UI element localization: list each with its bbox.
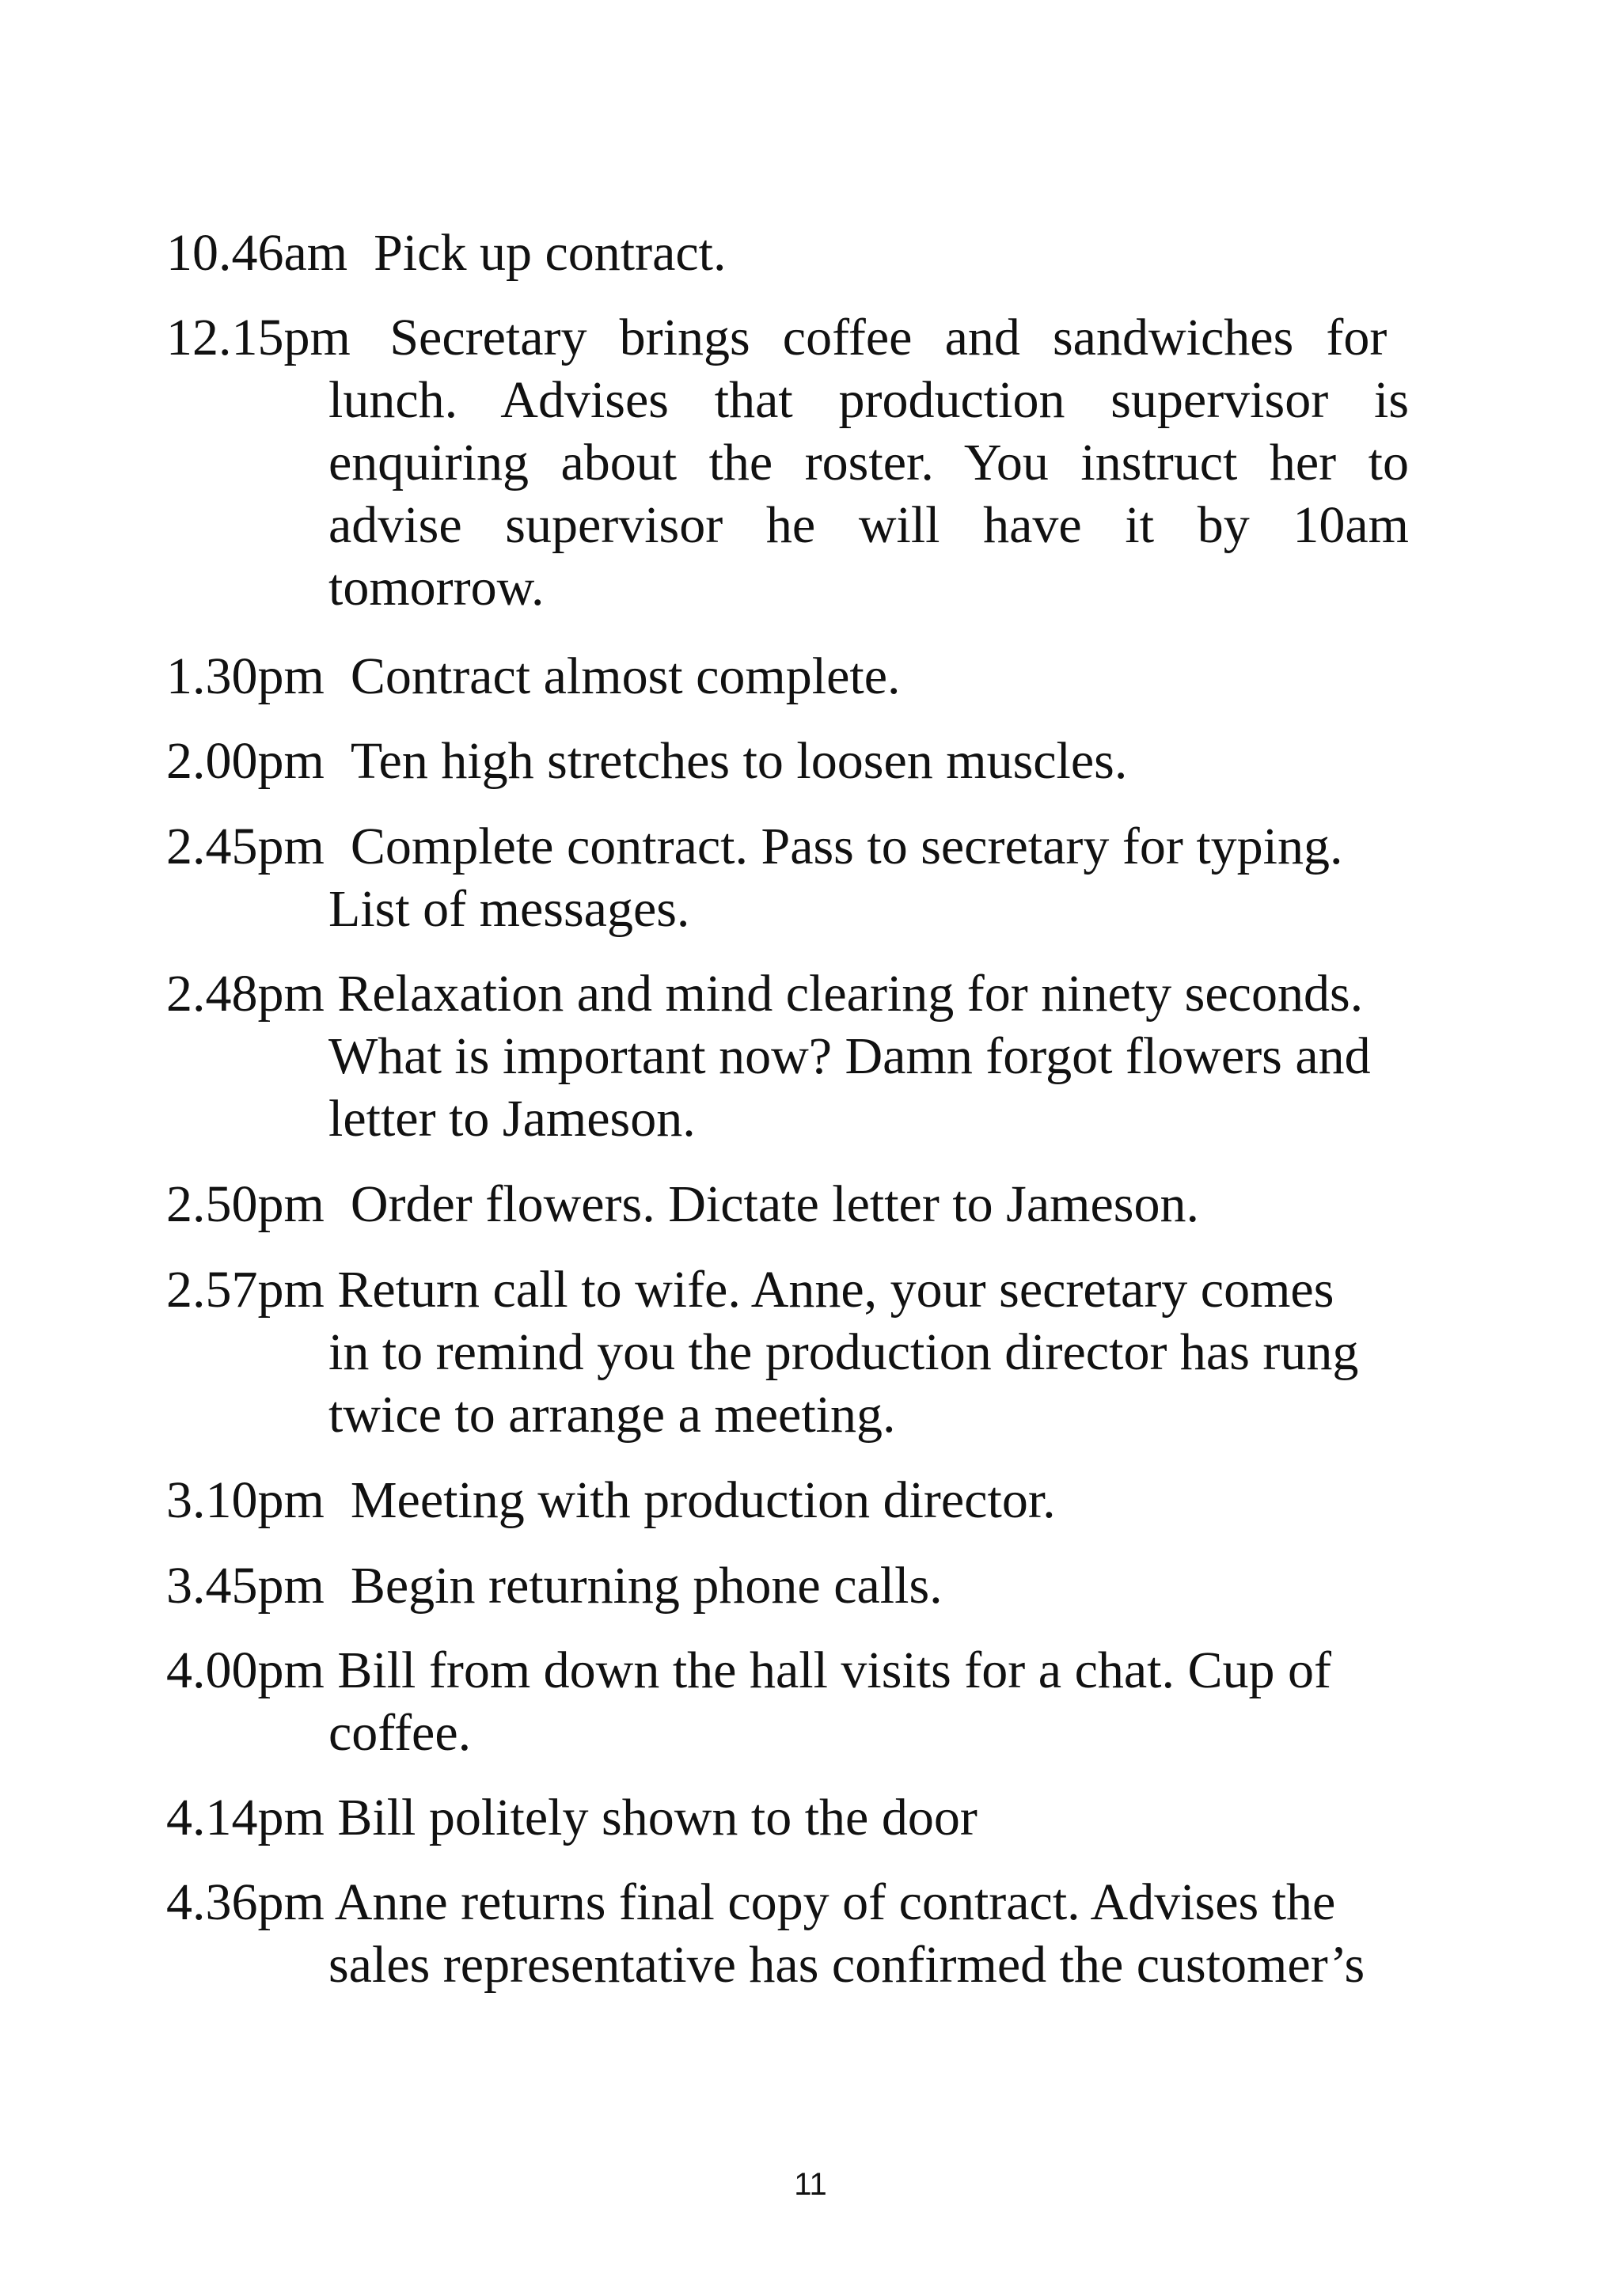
entry-text-line: Begin returning phone calls. [350,1557,943,1615]
entry-time: 2.50pm [166,1175,325,1233]
entry-text-line: tomorrow. [328,559,545,617]
schedule-entry [166,730,1409,792]
page-number: 11 [794,2167,827,2202]
schedule-entry [166,306,1409,619]
schedule-entry [166,1786,1409,1849]
entry-text-line: Ten high stretches to loosen muscles. [350,732,1128,790]
entry-text-line: Secretary brings coffee and sandwiches for [389,309,1388,366]
entry-text-line: Pick up contract. [374,224,727,282]
entry-time: 4.36pm [166,1873,325,1931]
schedule-entry [166,645,1409,708]
schedule-entry [166,1554,1409,1617]
entry-time: 12.15pm [166,309,351,366]
entry-text-line: Contract almost complete. [350,647,901,705]
entry-time: 2.57pm [166,1261,325,1319]
entry-text-line: What is important now? Damn forgot flowers and [328,1027,1371,1085]
entry-text-line: List of messages. [328,880,690,938]
entry-text-line: Meeting with production director. [350,1471,1056,1529]
schedule-entry [166,962,1409,1150]
entry-time: 3.10pm [166,1471,325,1529]
entry-text-line: Relaxation and mind clearing for ninety seconds. [337,965,1364,1023]
entry-text-line: Bill politely shown to the door [337,1789,978,1846]
entry-time: 2.00pm [166,732,325,790]
entry-text-line: in to remind you the production director has rung [328,1323,1359,1381]
schedule-entry [166,1469,1409,1531]
entry-text-line: letter to Jameson. [328,1090,696,1148]
entry-text-line: enquiring about the roster. You instruct her to [328,434,1409,491]
entry-text-line: Complete contract. Pass to secretary for typing. [350,818,1343,875]
entry-text-line: Return call to wife. Anne, your secretary comes [337,1261,1334,1319]
schedule-entry [166,1258,1409,1446]
entry-text-line: twice to arrange a meeting. [328,1386,896,1444]
entry-time: 10.46am [166,224,348,282]
entry-text-line: coffee. [328,1704,472,1762]
schedule-entry [166,815,1409,940]
entry-time: 1.30pm [166,647,325,705]
entry-text-line: advise supervisor he will have it by 10am [328,496,1409,554]
entry-text-line: sales representative has confirmed the customer’s [328,1936,1365,1994]
entry-time: 4.14pm [166,1789,325,1846]
schedule-entry [166,1173,1409,1235]
entry-time: 4.00pm [166,1641,325,1699]
entry-text-line: lunch. Advises that production supervisor is [328,371,1409,429]
entry-text-line: Anne returns final copy of contract. Advises the [334,1873,1336,1931]
entry-text-line: Order flowers. Dictate letter to Jameson. [350,1175,1199,1233]
entry-time: 2.48pm [166,965,325,1023]
entry-text-line: Bill from down the hall visits for a chat. Cup of [337,1641,1331,1699]
schedule-entry [166,1639,1409,1764]
schedule-entry [166,1871,1409,1996]
schedule-entry [166,222,1409,284]
entry-time: 2.45pm [166,818,325,875]
entry-time: 3.45pm [166,1557,325,1615]
